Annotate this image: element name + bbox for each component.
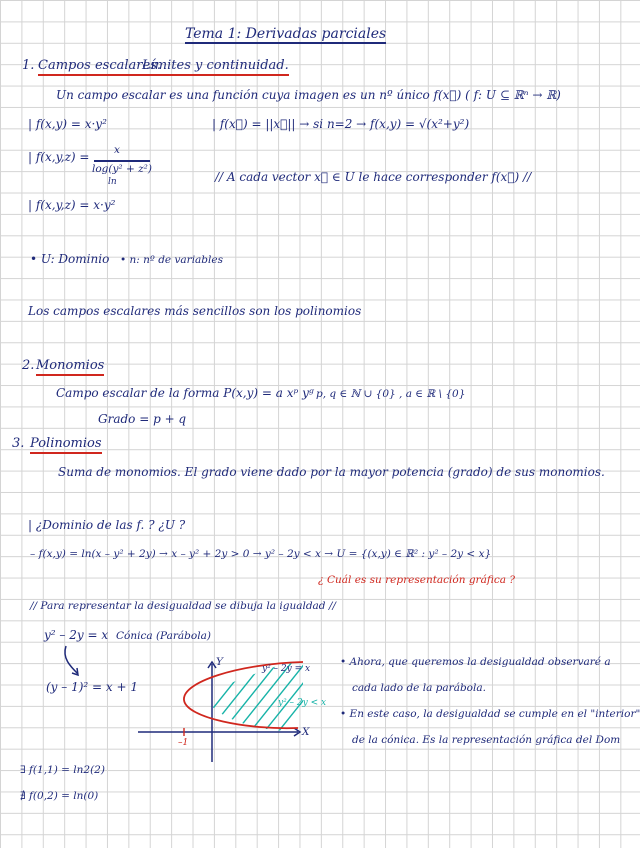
scalar-field-definition: Un campo escalar es una función cuya imagen es un nº único f(x⃗) ( f: U ⊆ ℝⁿ → ℝ)	[56, 88, 561, 102]
example-3-lhs: | f(x,y,z) =	[28, 150, 90, 164]
variables-bullet: • n: nº de variables	[120, 254, 223, 266]
neg-one-label: –1	[178, 738, 189, 748]
example-1: | f(x,y) = x·y²	[28, 117, 107, 131]
section-3-number: 3.	[12, 436, 25, 451]
monomial-degree: Grado = p + q	[98, 412, 187, 426]
domain-derivation: – f(x,y) = ln(x – y² + 2y) → x – y² + 2y > 0 → y² – 2y < x → U = {(x,y) ∈ ℝ² : y² – 2y < x}	[30, 548, 492, 560]
conic-name: Cónica (Parábola)	[116, 630, 211, 642]
not-exists-line: ∄ f(0,2) = ln(0)	[20, 790, 99, 802]
example-3-denominator-ln: ln	[108, 177, 117, 187]
x-axis-label: X	[302, 726, 310, 738]
monomial-conditions: p, q ∈ ℕ ∪ {0} , a ∈ ℝ \ {0}	[316, 388, 466, 400]
graph-question: ¿ Cuál es su representación gráfica ?	[318, 574, 515, 586]
example-3-denominator: log(y² + z²)	[92, 163, 152, 175]
example-3-numerator: x	[114, 144, 120, 156]
section-1-number: 1.	[22, 58, 35, 73]
representation-note: // Para representar la desigualdad se dibuja la igualdad //	[30, 600, 336, 612]
explanation-bullet-2a: • En este caso, la desigualdad se cumple en el "interior"	[340, 708, 640, 720]
section-3-heading: Polinomios	[30, 436, 102, 454]
example-2: | f(x⃗) = ||x⃗|| → si n=2 → f(x,y) = √(x²+y²)	[212, 117, 470, 131]
y-axis-label: Y	[216, 656, 223, 668]
monomial-definition: Campo escalar de la forma P(x,y) = a xᵖ yᵍ	[56, 386, 314, 400]
section-2-heading: Monomios	[36, 358, 104, 376]
section-1-heading-a: Campos escalares.	[38, 58, 161, 76]
vector-correspondence-note: // A cada vector x⃗ ∈ U le hace corresponder f(x⃗) //	[215, 170, 532, 184]
fraction-bar	[94, 160, 150, 162]
simplest-fields-text: Los campos escalares más sencillos son los polinomios	[28, 304, 362, 318]
section-2-number: 2.	[22, 358, 35, 373]
vertex-form: (y – 1)² = x + 1	[46, 680, 138, 694]
explanation-bullet-1a: • Ahora, que queremos la desigualdad observaré a	[340, 656, 611, 668]
conic-equation: y² – 2y = x	[44, 628, 109, 642]
section-1-heading-b: Límites y continuidad.	[142, 58, 289, 76]
exists-line: ∃ f(1,1) = ln2(2)	[20, 764, 105, 776]
derivation-arrow	[60, 644, 90, 680]
domain-question: | ¿Dominio de las f. ? ¿U ?	[28, 518, 186, 532]
polynomial-definition: Suma de monomios. El grado viene dado por la mayor potencia (grado) de sus monomios.	[58, 465, 605, 479]
domain-bullet: • U: Dominio	[30, 252, 110, 266]
region-label: y² – 2y < x	[278, 698, 327, 708]
page-title: Tema 1: Derivadas parciales	[185, 26, 387, 42]
example-4: | f(x,y,z) = x·y²	[28, 198, 116, 212]
explanation-bullet-1b: cada lado de la parábola.	[352, 682, 486, 694]
explanation-bullet-2b: de la cónica. Es la representación gráfica del Dom	[352, 734, 621, 746]
curve-label: y² – 2y = x	[262, 664, 311, 674]
